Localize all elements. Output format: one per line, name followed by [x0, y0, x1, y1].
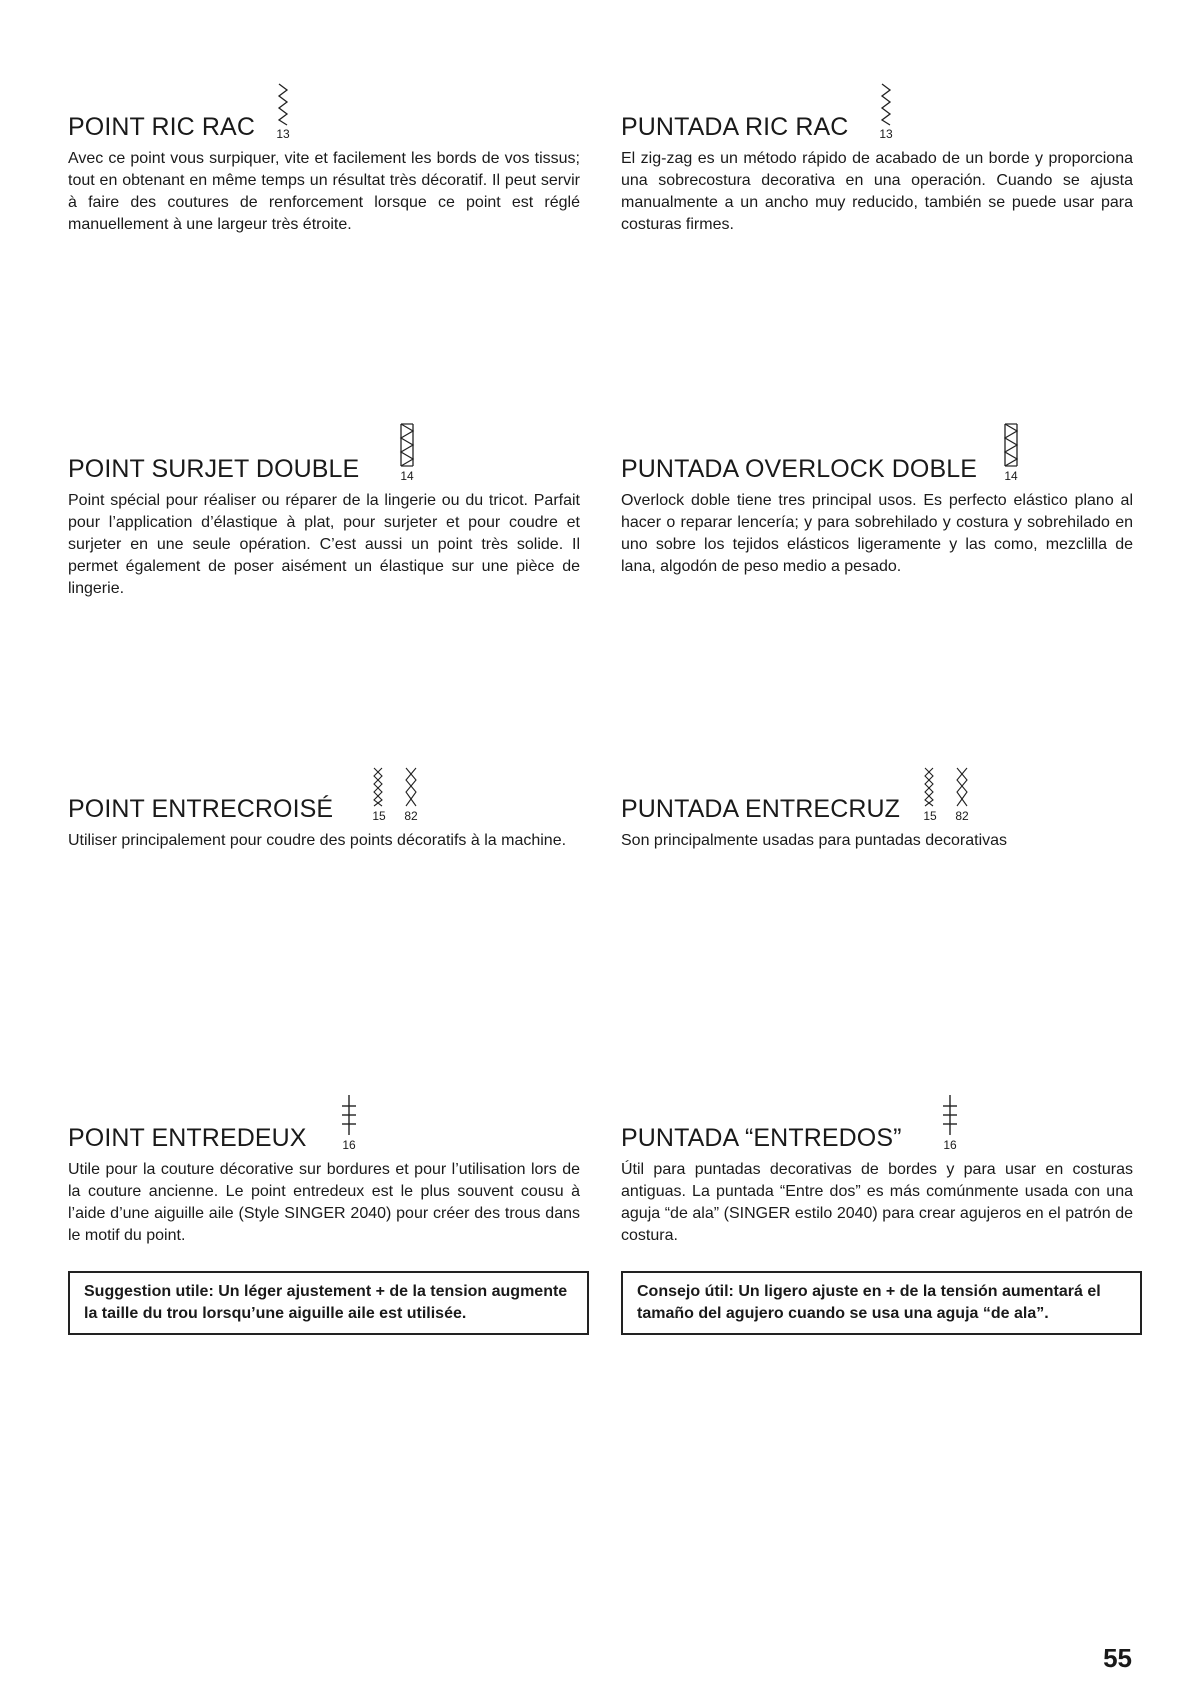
stitch-number: 82	[955, 809, 969, 823]
heading-entredeux-es: PUNTADA “ENTREDOS”	[621, 1124, 902, 1152]
overlock-stitch-icon	[399, 422, 415, 468]
entredeux-stitch-icon	[941, 1093, 959, 1137]
entredeux-stitch-icon	[340, 1093, 358, 1137]
stitch-symbol-cross-es	[921, 766, 971, 822]
stitch-symbol-entredeux-fr	[340, 1093, 358, 1151]
stitch-symbol-overlock-fr	[399, 422, 415, 482]
section-ricrac-es	[621, 70, 1133, 236]
section-overlock-es	[621, 412, 1133, 578]
heading-overlock-fr: POINT SURJET DOUBLE	[68, 455, 360, 483]
stitch-symbol-entredeux-es	[941, 1093, 959, 1151]
section-ricrac-fr	[68, 70, 580, 236]
stitch-number: 13	[276, 127, 290, 141]
heading-entredeux-fr: POINT ENTREDEUX	[68, 1124, 307, 1152]
overlock-stitch-icon	[1003, 422, 1019, 468]
stitch-number: 16	[943, 1138, 957, 1152]
page-number: 55	[1103, 1643, 1132, 1673]
heading-cross-fr: POINT ENTRECROISÉ	[68, 795, 334, 823]
stitch-number: 16	[342, 1138, 356, 1152]
section-entredeux-es	[621, 1081, 1133, 1247]
stitch-symbol-cross-fr	[370, 766, 420, 822]
body-text-ricrac-es: El zig-zag es un método rápido de acabado de un borde y proporciona una sobrecostura decorativa en una operación. Cuando se ajusta manualmente a un ancho muy reducido, también se puede usar para costuras firmes.	[621, 150, 1133, 233]
section-overlock-fr	[68, 412, 580, 600]
section-cross-es	[621, 752, 1133, 852]
tip-box-fr: Suggestion utile: Un léger ajustement + de la tension augmente la taille du trou lorsqu’une aiguille aile est utilisée.	[68, 1271, 589, 1335]
cross-stitch-15-icon	[921, 766, 939, 808]
stitch-symbol-overlock-es	[1003, 422, 1019, 482]
stitch-symbol-ricrac-es	[879, 82, 893, 140]
body-text-cross-es: Son principalmente usadas para puntadas decorativas	[621, 832, 1008, 849]
body-text-entredeux-es: Útil para puntadas decorativas de bordes y para usar en costuras antiguas. La puntada “Entre dos” es más comúnmente usada con una aguja “de ala” (SINGER estilo 2040) para crear agujeros en el patrón de costura.	[621, 1161, 1133, 1244]
ricrac-stitch-icon	[879, 82, 893, 126]
stitch-number: 14	[1004, 469, 1018, 483]
heading-ricrac-fr: POINT RIC RAC	[68, 113, 255, 141]
stitch-number: 14	[400, 469, 414, 483]
cross-stitch-82-icon	[402, 766, 420, 808]
body-text-cross-fr: Utiliser principalement pour coudre des points décoratifs à la machine.	[68, 832, 567, 849]
body-text-entredeux-fr: Utile pour la couture décorative sur bordures et pour l’utilisation lors de la couture ancienne. Le point entredeux est le plus souvent cousu à l’aide d’une aiguille aile (Style SINGER 2040) pour créer des trous dans le motif du point.	[68, 1161, 580, 1244]
body-text-overlock-es: Overlock doble tiene tres principal usos. Es perfecto elástico plano al hacer o reparar lencería; y para sobrehilado y costura y sobrehilado en uno sobre los tejidos elásticos ligeramente y las como, mezclilla de lana, algodón de peso medio a pesado.	[621, 492, 1133, 575]
stitch-number: 15	[923, 809, 937, 823]
cross-stitch-82-icon	[953, 766, 971, 808]
body-text-overlock-fr: Point spécial pour réaliser ou réparer de la lingerie ou du tricot. Parfait pour l’application d’élastique à plat, pour surjeter et pour coudre et surjeter en une seule opération. C’est aussi un point très solide. Il permet également de poser aisément un élastique sur une pièce de lingerie.	[68, 492, 580, 597]
stitch-number: 13	[879, 127, 893, 141]
tip-box-es: Consejo útil: Un ligero ajuste en + de la tensión aumentará el tamaño del agujero cuando se usa una aguja “de ala”.	[621, 1271, 1142, 1335]
section-entredeux-fr	[68, 1081, 580, 1247]
heading-overlock-es: PUNTADA OVERLOCK DOBLE	[621, 455, 977, 483]
body-text-ricrac-fr: Avec ce point vous surpiquer, vite et facilement les bords de vos tissus; tout en obtenant en même temps un résultat très décoratif. Il peut servir à faire des coutures de renforcement lorsque ce point est réglé manuellement à une largeur très étroite.	[68, 150, 580, 233]
section-cross-fr	[68, 752, 580, 852]
stitch-number: 82	[404, 809, 418, 823]
heading-cross-es: PUNTADA ENTRECRUZ	[621, 795, 901, 823]
stitch-number: 15	[372, 809, 386, 823]
heading-ricrac-es: PUNTADA RIC RAC	[621, 113, 849, 141]
ricrac-stitch-icon	[276, 82, 290, 126]
stitch-symbol-ricrac-fr	[276, 82, 290, 140]
cross-stitch-15-icon	[370, 766, 388, 808]
